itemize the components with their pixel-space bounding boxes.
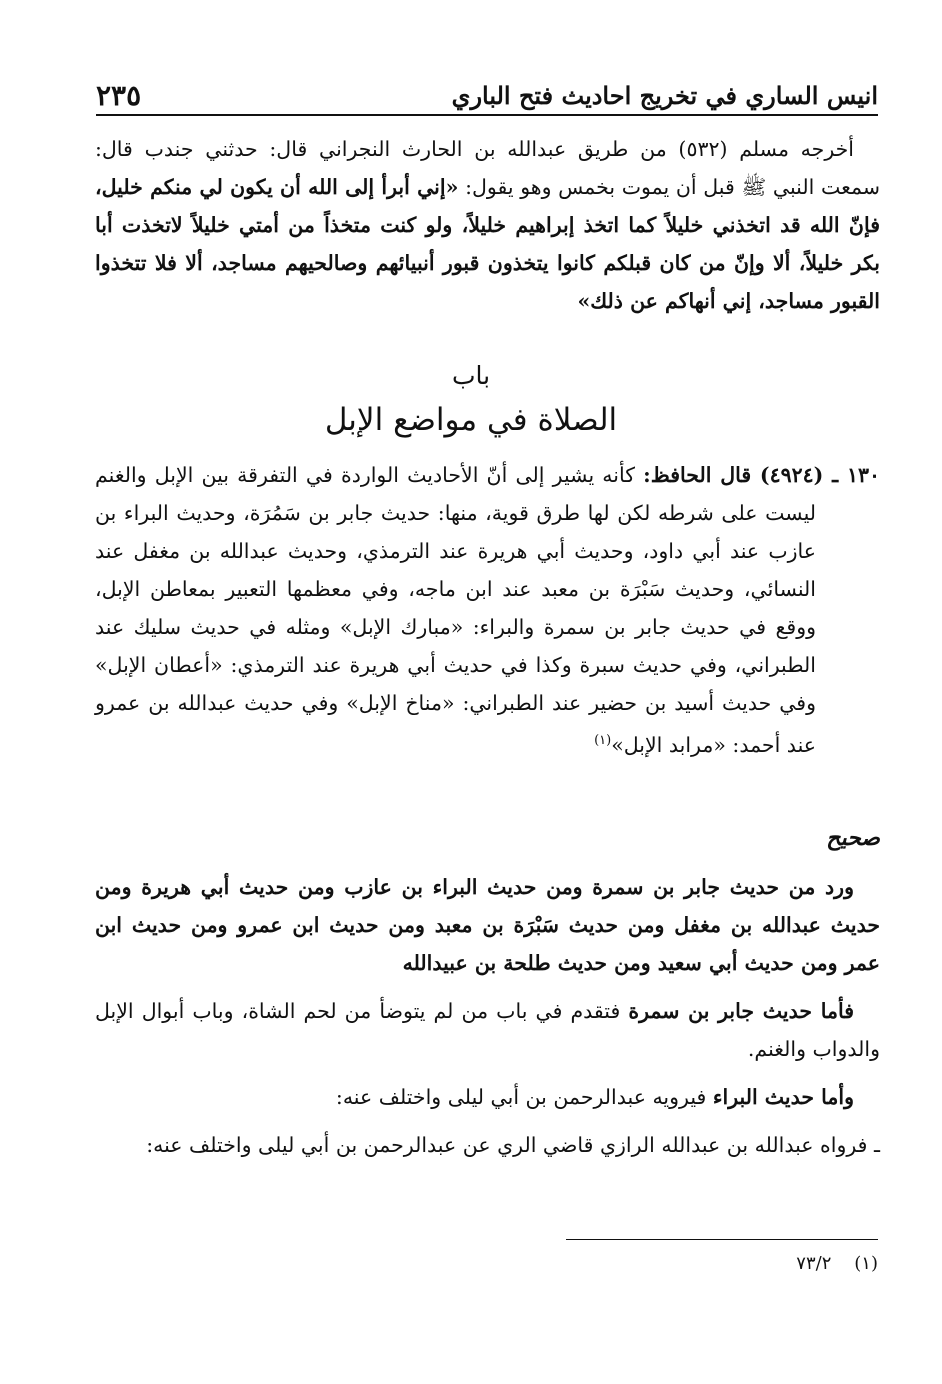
chapter-title: الصلاة في مواضع الإبل	[324, 402, 618, 438]
paragraph-bara-lead: وأما حديث البراء	[712, 1085, 854, 1109]
chapter-bab-label: باب	[451, 361, 491, 390]
footnote	[796, 1248, 878, 1280]
grade-heading: صحيح	[826, 825, 880, 851]
entry-paragraph	[95, 456, 880, 764]
entry-text: كأنه يشير إلى أنّ الأحاديث الواردة في التفرقة بين الإبل والغنم ليست على شرطه لكن لها طرق قوية، منها: حديث جابر بن سَمُرَة، وحديث البراء بن عازب عند أبي داود، وحديث أبي هريرة عند الترمذي، وحديث عبدالله بن مغفل عند النسائي، وحديث سَبْرَة بن معبد عند ابن ماجه، وفي معظمها التعبير بمعاطن الإبل، ووقع في حديث جابر بن سمرة والبراء: «مبارك الإبل» ومثله في حديث سليك عند الطبراني، وفي حديث سبرة وكذا في حديث أبي هريرة عند الترمذي: «أعطان الإبل» وفي حديث أسيد بن حضير عند الطبراني: «مناخ الإبل» وفي حديث عبدالله بن عمرو عند أحمد: «مرابد الإبل»	[95, 463, 816, 757]
hadith-takhrij-block	[95, 130, 880, 320]
paragraph-jabir	[95, 992, 880, 1068]
page-number: ٢٣٥	[96, 79, 142, 112]
paragraph-jabir-lead: فأما حديث جابر بن سمرة	[628, 999, 854, 1023]
footnote-rule	[566, 1239, 878, 1240]
takhrij-paragraph	[95, 130, 880, 320]
paragraph-narrations: ورد من حديث جابر بن سمرة ومن حديث البراء بن عازب ومن حديث أبي هريرة ومن حديث عبدالله بن مغفل ومن حديث سَبْرَة بن معبد ومن حديث ابن عمرو ومن حديث ابن عمر ومن حديث أبي سعيد ومن حديث طلحة بن عبيدالله	[95, 875, 880, 975]
header-rule	[96, 114, 878, 116]
paragraph-bara-text: فيرويه عبدالرحمن بن أبي ليلى واختلف عنه:	[335, 1085, 713, 1109]
footnote-reference: (١)	[594, 733, 612, 748]
body-block	[95, 868, 880, 1164]
footnote-text: ٧٣/٢	[796, 1253, 832, 1274]
takhrij-intro: أخرجه مسلم (٥٣٢) من طريق عبدالله بن الحارث النجراني قال: حدثني جندب قال: سمعت النبي ﷺ قبل أن يموت بخمس وهو يقول:	[95, 137, 880, 199]
paragraph-bara	[95, 1078, 880, 1116]
hadith-quote: «إني أبرأ إلى الله أن يكون لي منكم خليل، فإنّ الله قد اتخذني خليلاً كما اتخذ إبراهيم خليلاً، ولو كنت متخذاً من أمتي خليلاً لاتخذت أبا بكر خليلاً، ألا وإنّ من كان قبلكم كانوا يتخذون قبور أنبيائهم وصالحيهم مساجد، ألا فلا تتخذوا القبور مساجد، إني أنهاكم عن ذلك»	[95, 175, 880, 313]
paragraph-razi: ـ فرواه عبدالله بن عبدالله الرازي قاضي الري عن عبدالرحمن بن أبي ليلى واختلف عنه:	[146, 1133, 880, 1157]
entry-label: ١٣٠ ـ (٤٩٢٤) قال الحافظ:	[643, 463, 880, 487]
footnote-marker: (١)	[854, 1253, 878, 1274]
header-title: انيس الساري في تخريج احاديث فتح الباري	[451, 81, 878, 110]
entry-block	[95, 456, 880, 764]
paragraph-jabir-text: فتقدم في باب من لم يتوضأ من لحم الشاة، وباب أبوال الإبل والدواب والغنم.	[95, 999, 880, 1061]
running-header	[96, 64, 878, 112]
